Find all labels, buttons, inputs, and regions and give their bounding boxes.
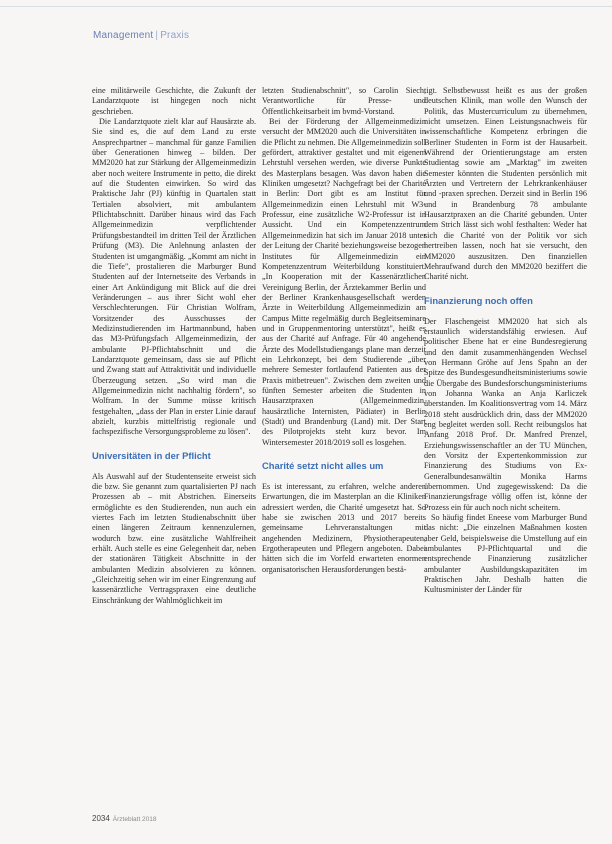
rubric-title: Praxis <box>160 30 190 41</box>
paragraph: letzten Studienabschnitt", so Carolin Siech, Verantwortliche für Presse- und Öffentlichkeitsarbeit im bvmd-Vorstand. <box>262 86 426 116</box>
issue-label: Ärzteblatt 2018 <box>112 816 157 823</box>
text-column-1 <box>92 86 256 606</box>
paragraph: Die Landarztquote zielt klar auf Hausärzte ab. Sie sind es, die auf dem Land zu erste Ansprechpartner – manchmal für ganze Familien über Generationen hinweg – bilden. Der MM2020 hat zur Stärkung der Allgemeinmedizin aber noch weitere Instrumente in petto, die direkt auf die Studenten einwirken. So wird das Praktische Jahr (PJ) künftig in Quartalen statt Tertialen absolviert, mit ambulantem Pflichtabschnitt. Darüber hinaus wird das Fach Allgemeinmedizin verpflichtender Prüfungsbestandteil im dritten Teil der Ärztlichen Prüfung (M3). Die Anlehnung anlasten der Studenten ist umgangmäßig. „Kommt am nicht in die Tiefe", prostalieren die Marburger Bund Studenten auf der Internetseite des Verbands in einer Art Ankündigung mit Blick auf die drei Veränderungen – aus ihrer Sicht wohl eher Verschlechterungen. Für Christian Wolfram, Vorsitzender des Ausschusses der Medizinstudierenden im Hartmannbund, haben das M3-Prüfungsfach Allgemeinmedizin, der ambulante PJ-Pflichtabschnitt und die Landarztquote gemeinsam, dass sie auf Pflicht und Zwang statt auf Attraktivität und individuelle Überzeugung setzen. „So wird man die Allgemeinmedizin nicht nachhaltig fördern", so Wolfram. In der Summe müsse kritisch festgehalten, „dass der Plan in erster Linie darauf abzielt, kurzbis mittelfristig regionale und fachspezifische Versorgungsprobleme zu lösen". <box>92 117 256 437</box>
running-head <box>93 30 189 41</box>
paragraph: Bei der Förderung der Allgemeinmedizin versucht der MM2020 auch die Universitäten in die Pflicht zu nehmen. Die Allgemeinmedizin soll gefördert, attraktiver gestaltet und mit eigenem Lehrstuhl versehen werden, wie diverse Punkte des Masterplans besagen. Was davon haben die Kliniken umgesetzt? Nachgefragt bei der Charité in Berlin: Dort gibt es am Institut für Allgemeinmedizin einen Lehrstuhl mit W3-Professur, eine zusätzliche W2-Professur ist in Aussicht. Und ein Kompetenzzentrum Allgemeinmedizin hat sich im Januar 2018 unter der Leitung der Charité beziehungsweise bezogen Institutes für Allgemeinmedizin ein Kompetenzzentrum Weiterbildung konstituiert. „In Kooperation mit der Kassenärztlichen Vereinigung Berlin, der Ärztekammer Berlin und der Berliner Krankenhausgesellschaft werden Ärzte in Weiterbildung Allgemeinmedizin am Campus Mitte regelmäßig durch Begleitseminare und in Gruppenmentoring unterstützt", heißt es aus der Charité auf Anfrage. Für 40 angehende Ärzte des Modellstudiengangs plane man derzeit ein Lehrkonzept, bei dem Studierende „über mehrere Semester fortlaufend Patienten aus der Praxis mitbetreuen". Zwischen dem zweiten und fünften Semester arbeiten die Studenten in Hausarztpraxen (Allgemeinmedizin, hausärztliche Internisten, Pädiater) in Berlin (Stadt) und Brandenburg (Land) mit. Der Start des Pilotprojekts steht kurz bevor. Im Wintersemester 2018/2019 soll es losgehen. <box>262 117 426 447</box>
page-footer <box>92 814 157 823</box>
section-title: Management <box>93 30 154 41</box>
paragraph: Als Auswahl auf der Studentenseite erweist sich die bzw. Sie genannt zum quartalisierten PJ nach Prozessen ab – mit Abstrichen. Einerseits ermöglichte es den Studierenden, nun auch ein viertes Fach im letzten Studienabschnitt über einen längeren Zeitraum kennenzulernen, wodurch bzw. eine zusätzliche Wahlfreiheit erhält. Auch stelle es eine Gelegenheit dar, neben der stationären Tätigkeit Abschnitte in der ambulanten Medizin absolvieren zu können. „Gleichzeitig sehen wir im einer Eingrenzung auf kassenärztliche Vertragspraxen eine deutliche Einschränkung der Wahlmöglichkeit im <box>92 471 256 605</box>
text-column-2 <box>262 86 426 575</box>
page-number: 2034 <box>92 814 110 823</box>
top-rule <box>0 6 612 7</box>
section-separator: | <box>155 30 159 41</box>
paragraph: eine militärweile Geschichte, die Zukunft der Landarztquote ist hingegen noch nicht geschrieben. <box>92 86 256 116</box>
paragraph: So häufig findet Eneese vom Marburger Bund das nicht: „Die einzelnen Maßnahmen kosten aber Geld, beispielsweise die Umstellung auf ein ambulantes PJ-Pflichtquartal und die entsprechende Finanzierung zusätzlicher ambulanter Ausbildungskapazitäten im Praktischen Jahr. Deshalb hatten die Kultusminister der Länder für <box>424 513 587 595</box>
paragraph: Der Flaschengeist MM2020 hat sich als erstaunlich widerstandsfähig erwiesen. Auf politischer Ebene hat er eine Bundesregierung und den damit zusammenhängenden Wechsel von Hermann Gröhe auf Jens Spahn an der Spitze des Bundesgesundheitsministeriums sowie die Übergabe des Bundesforschungsministeriums von Johanna Wanka an Anja Karliczek überstanden. Im Koalitionsvertrag vom 14. März 2018 steht ausdrücklich drin, dass der MM2020 eng begleitet werden soll. Recht reibungslos hat Anfang 2018 Prof. Dr. Manfred Prenzel, Erziehungswissenschaftler an der TU München, den Vorsitz der Expertenkommission zur Finanzierung des Studiums von Ex-Generalbundesanwältin Monika Harms übernommen. Und zugegewisskend: Da die Finanzierungsfrage völlig offen ist, könne der Prozess ein für auch noch nicht scheitern. <box>424 316 587 512</box>
paragraph: Es ist interessant, zu erfahren, welche anderen Erwartungen, die im Masterplan an die Kliniken adressiert werden, die Charité umgesetzt hat. So habe sie zwischen 2013 und 2017 bereits gemeinsame Lehrveranstaltungen mit angehenden Medizinern, Physiotherapeuten, Ergotherapeuten und Pflegern angeboten. Dabei hätten sich die im Vorfeld erwarteten enormen organisatorischen Herausforderungen bestä- <box>262 482 426 574</box>
subheading: Charité setzt nicht alles um <box>262 460 384 472</box>
subheading: Universitäten in der Pflicht <box>92 449 211 461</box>
paragraph: tigt. Selbstbewusst heißt es aus der großen deutschen Klinik, man wolle den Wunsch der Politik, das Mustercurriculum zu übernehmen, nicht umsetzen. Einen Leistungsnachweis für wissenschaftliche Kompetenz erbringen die Berliner Studenten in Form ist der Hausarbeit. Während der Orientierungstage am ersten Studientag sowie am „Marktag" im zweiten Semester könnten die Studenten persönlich mit Ärzten und Vertretern der Lehrkrankenhäuser und -praxen sprechen. Derzeit sind in Berlin 196 und in Brandenburg 78 ambulante Hausarztpraxen an die Charité gebunden. Unter dem Strich lässt sich wohl festhalten: Weder hat sich die Charité von der Politik vor sich hertreiben lassen, noch hat sie versucht, den MM2020 auszusitzen. Den finanziellen Mehraufwand durch den MM2020 beziffert die Charité nicht. <box>424 86 587 282</box>
text-column-3 <box>424 86 587 596</box>
subheading: Finanzierung noch offen <box>424 294 533 306</box>
